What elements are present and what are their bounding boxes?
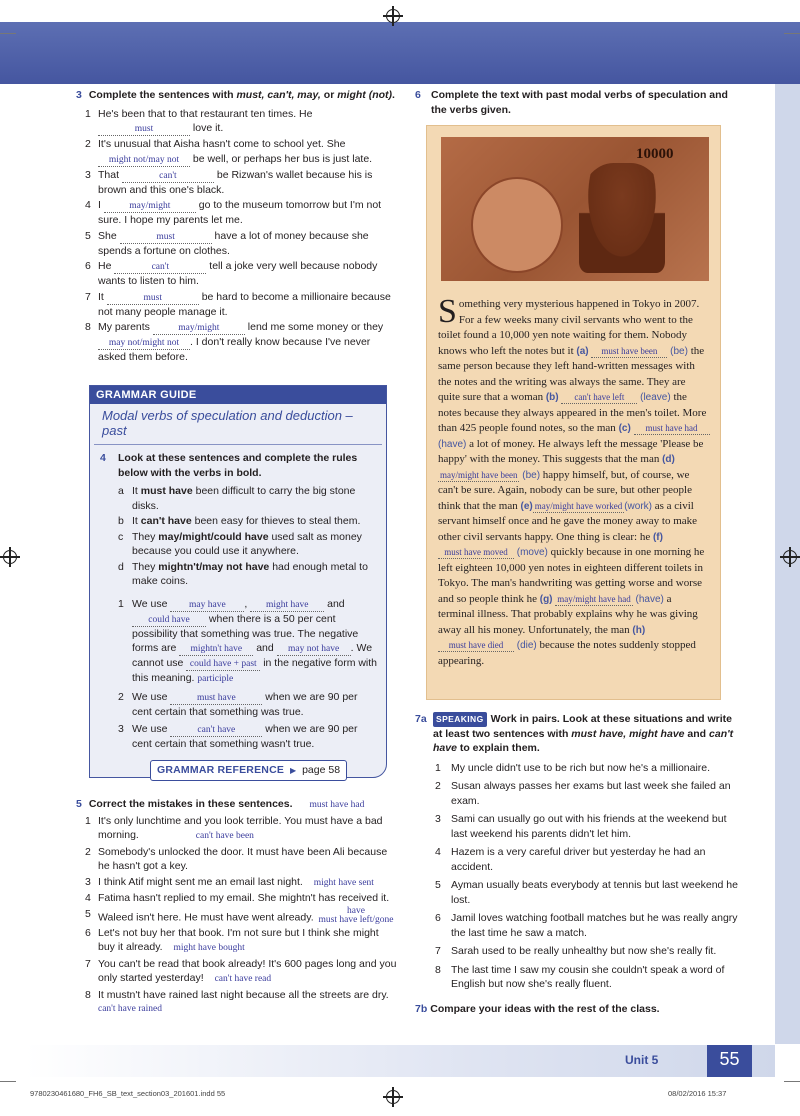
exercise-number: 4 bbox=[100, 452, 106, 464]
exercise-number: 6 bbox=[415, 89, 421, 101]
list-item: 6 Jamil loves watching football matches but he was really angry the last time he saw a match. bbox=[435, 912, 738, 939]
exercise-4-instruction: 4 Look at these sentences and complete the rules below with the verbs in bold. bbox=[100, 452, 358, 479]
list-item: 3 I think Atif might sent me an email last night. might have sent bbox=[85, 875, 374, 888]
speaking-badge: SPEAKING bbox=[433, 712, 487, 727]
correction-annotation: must have had bbox=[309, 800, 365, 810]
list-item: 6 Let's not buy her that book. I'm not sure but I think she might buy it already. might have bought bbox=[85, 926, 379, 953]
exercise-7b-instruction: 7b Compare your ideas with the rest of the class. bbox=[415, 1002, 660, 1015]
exercise-number: 3 bbox=[76, 89, 82, 101]
list-item: 2 Susan always passes her exams but last week she failed an exam. bbox=[435, 780, 731, 807]
correction-annotation: can't have been bbox=[195, 831, 254, 841]
list-item: 4 Hazem is a very careful driver but yesterday he had an accident. bbox=[435, 846, 706, 873]
correction-annotation: have bbox=[347, 905, 365, 916]
crop-mark bbox=[784, 1081, 800, 1082]
answer-blank[interactable]: can't bbox=[114, 261, 206, 274]
list-item: 3 That can't be Rizwan's wallet because his is brown and this one's black. bbox=[85, 168, 373, 196]
exercise-6-instruction: 6 Complete the text with past modal verbs of speculation and the verbs given. bbox=[415, 89, 728, 116]
answer-blank[interactable]: may/might have had bbox=[557, 593, 631, 604]
grammar-guide-title: Modal verbs of speculation and deduction – past bbox=[94, 404, 382, 445]
registration-mark-right bbox=[783, 550, 797, 564]
list-item: 5 Waleed isn't here. He must have went already. have must have left/gone bbox=[85, 905, 394, 925]
arrow-right-icon: ▶ bbox=[290, 765, 297, 775]
banknote-value: 10000 bbox=[636, 146, 674, 162]
answer-blank[interactable]: must have moved bbox=[438, 546, 514, 559]
list-item: 7 You can't be read that book already! It's 600 pages long and you only started yesterday! can't have read bbox=[85, 957, 397, 984]
answer-blank[interactable]: might have bbox=[250, 599, 324, 612]
answer-blank[interactable]: must have been bbox=[591, 345, 667, 358]
answer-blank[interactable]: must have had bbox=[634, 422, 710, 435]
header-band bbox=[0, 22, 800, 84]
exercise-number: 7a bbox=[415, 713, 427, 725]
list-item: 8 The last time I saw my cousin she couldn't speak a word of English but now she's really fluent. bbox=[435, 963, 725, 990]
story-panel bbox=[426, 125, 721, 700]
exercise-6 bbox=[415, 88, 735, 117]
answer-blank[interactable]: may/might bbox=[104, 200, 196, 213]
answer-annotation: participle bbox=[197, 674, 234, 684]
banknote-watermark bbox=[471, 177, 563, 273]
exercise-7a bbox=[415, 712, 740, 1016]
example-sentence: d They mightn't/may not have had enough metal to make coins. bbox=[118, 560, 368, 587]
grammar-rule: 1 We use may have , might have and could have when there is a 50 per cent possibility that something was true. The negative forms are mightn't have and may not have . We cannot use could have + past in the negative form with this meaning. participle bbox=[118, 597, 378, 684]
answer-blank[interactable]: can't have left bbox=[561, 391, 637, 404]
story-text: Something very mysterious happened in Tokyo in 2007. For a few weeks many civil servants who went to the toilet found a 10,000 yen note waiting for them. Nobody knows who left the notes but it (a) must have been (be) the same person because they left hand-written messages with the notes and the writing was always the same. They are quite sure that a woman (b) can't have left (leave) the notes because they always appeared in the men's toilet. More than 425 people found notes, so the man (c) must have had (have) a lot of money. He always left the message 'Please be happy' with the money. This suggests that the man (d) may/might have been (be) happy himself, but, of course, we can't be sure. Again, nobody can be sure, but other people think that the man (e) may/might have worked (work) as a civil servant himself once and he gave the money away to make other civil servants happy. One thing is clear: he (f) must have moved (move) quickly because in one morning he left eighteen 10,000 yen notes in eighteen different toilets in Tokyo. The man's handwriting was getting worse and worse and so people think he (g) may/might have had (have) a terminal illness. That probably explains why he was giving away all his money. Unfortunately, the man (h) must have died (die) because the notes suddenly stopped appearing. bbox=[438, 297, 710, 669]
correction-annotation: must have left/gone bbox=[318, 914, 394, 925]
list-item: 1 It's only lunchtime and you look terrible. You must have a bad morning. can't have been bbox=[85, 814, 383, 841]
list-item: 1 He's been that to that restaurant ten times. He must love it. bbox=[85, 107, 313, 134]
answer-blank[interactable]: may/might have worked bbox=[534, 500, 623, 511]
crop-mark bbox=[784, 33, 800, 34]
grammar-rule: 2 We use must have when we are 90 per cent certain that something was true. bbox=[118, 690, 358, 718]
list-item: 4 I may/might go to the museum tomorrow but I'm not sure. I hope my parents let me. bbox=[85, 199, 382, 226]
answer-blank[interactable]: must bbox=[98, 123, 190, 136]
unit-label: Unit 5 bbox=[625, 1053, 659, 1067]
answer-blank[interactable]: may have bbox=[170, 599, 244, 612]
grammar-reference-link[interactable]: GRAMMAR REFERENCE ▶ page 58 bbox=[150, 760, 347, 782]
exercise-number: 5 bbox=[76, 798, 82, 810]
exercise-5 bbox=[76, 797, 398, 1017]
example-sentence: a It must have been difficult to carry the big stone disks. bbox=[118, 485, 356, 512]
list-item: 8 My parents may/might lend me some money or they may not/might not . I don't really know because I've never asked them before. bbox=[85, 321, 384, 363]
registration-mark-left bbox=[3, 550, 17, 564]
correction-annotation: can't have read bbox=[214, 974, 272, 984]
example-sentence: c They may/might/could have used salt as money because you could use it anywhere. bbox=[118, 530, 362, 557]
print-slug-left: 9780230461680_FH6_SB_text_section03_201601.indd 55 bbox=[30, 1089, 226, 1098]
answer-blank[interactable]: must have bbox=[170, 692, 262, 705]
footer-bar bbox=[25, 1045, 775, 1077]
answer-blank[interactable]: mightn't have bbox=[179, 643, 253, 656]
margin-strip bbox=[775, 84, 800, 1044]
list-item: 3 Sami can usually go out with his friends at the weekend but last weekend his parents didn't let him. bbox=[435, 813, 727, 840]
exercise-3-instruction: 3 Complete the sentences with must, can't, may, or might (not). bbox=[76, 89, 395, 101]
answer-blank[interactable]: may/might have been bbox=[440, 469, 518, 480]
crop-mark bbox=[0, 1081, 16, 1082]
exercise-3 bbox=[76, 88, 398, 365]
grammar-guide-box bbox=[89, 385, 387, 778]
answer-blank[interactable]: may not/might not bbox=[98, 337, 190, 350]
list-item: 8 It mustn't have rained last night because all the streets are dry. can't have rained bbox=[76, 988, 398, 1017]
answer-blank[interactable]: must bbox=[107, 292, 199, 305]
correction-annotation: can't have rained bbox=[98, 1004, 162, 1014]
list-item: 7 Sarah used to be really unhealthy but now she's really fit. bbox=[435, 945, 717, 957]
exercise-number: 7b bbox=[415, 1002, 428, 1015]
example-sentence: b It can't have been easy for thieves to steal them. bbox=[118, 515, 361, 527]
answer-blank[interactable]: might not/may not bbox=[98, 154, 190, 167]
print-slug-right: 08/02/2016 15:37 bbox=[668, 1089, 727, 1098]
list-item: 4 Fatima hasn't replied to my email. She mightn't has received it. bbox=[85, 892, 390, 904]
correction-annotation: might have bought bbox=[173, 943, 245, 953]
answer-blank[interactable]: could have bbox=[132, 614, 206, 627]
exercise-5-instruction: 5 Correct the mistakes in these sentences. must have had bbox=[76, 798, 365, 810]
list-item: 7 It must be hard to become a millionaire because not many people manage it. bbox=[85, 290, 391, 318]
drop-cap: S bbox=[438, 293, 457, 330]
answer-blank[interactable]: may/might bbox=[153, 322, 245, 335]
list-item: 5 Ayman usually beats everybody at tennis but last weekend he lost. bbox=[435, 879, 738, 906]
list-item: 2 Somebody's unlocked the door. It must have been Ali because he hasn't got a key. bbox=[85, 845, 388, 872]
registration-mark-bottom bbox=[386, 1090, 400, 1104]
answer-blank[interactable]: could have + past bbox=[186, 658, 260, 671]
list-item: 1 My uncle didn't use to be rich but now he's a millionaire. bbox=[435, 761, 711, 774]
exercise-7a-instruction: 7a SPEAKING Work in pairs. Look at these situations and write at least two sentences with must have, might have and can't have to explain them. bbox=[415, 713, 734, 754]
list-item: 2 It's unusual that Aisha hasn't come to school yet. She might not/may not be well, or perhaps her bus is just late. bbox=[85, 138, 373, 165]
grammar-guide-header: GRAMMAR GUIDE bbox=[90, 386, 386, 404]
answer-blank[interactable]: can't have bbox=[170, 724, 262, 737]
page-number: 55 bbox=[719, 1049, 740, 1069]
list-item: 6 He can't tell a joke very well because nobody wants to listen to him. bbox=[85, 260, 378, 287]
correction-annotation: might have sent bbox=[313, 877, 374, 888]
grammar-rule: 3 We use can't have when we are 90 per cent certain that something wasn't true. bbox=[118, 723, 358, 750]
registration-mark-top bbox=[386, 9, 400, 23]
banknote-portrait bbox=[579, 163, 665, 273]
answer-blank[interactable]: must have died bbox=[438, 639, 514, 652]
answer-blank[interactable]: may not have bbox=[277, 643, 351, 656]
answer-blank[interactable]: can't bbox=[122, 170, 214, 183]
list-item: 5 She must have a lot of money because she spends a fortune on clothes. bbox=[85, 229, 369, 257]
answer-blank[interactable]: must bbox=[120, 231, 212, 244]
crop-mark bbox=[0, 33, 16, 34]
banknote-image bbox=[441, 137, 709, 281]
